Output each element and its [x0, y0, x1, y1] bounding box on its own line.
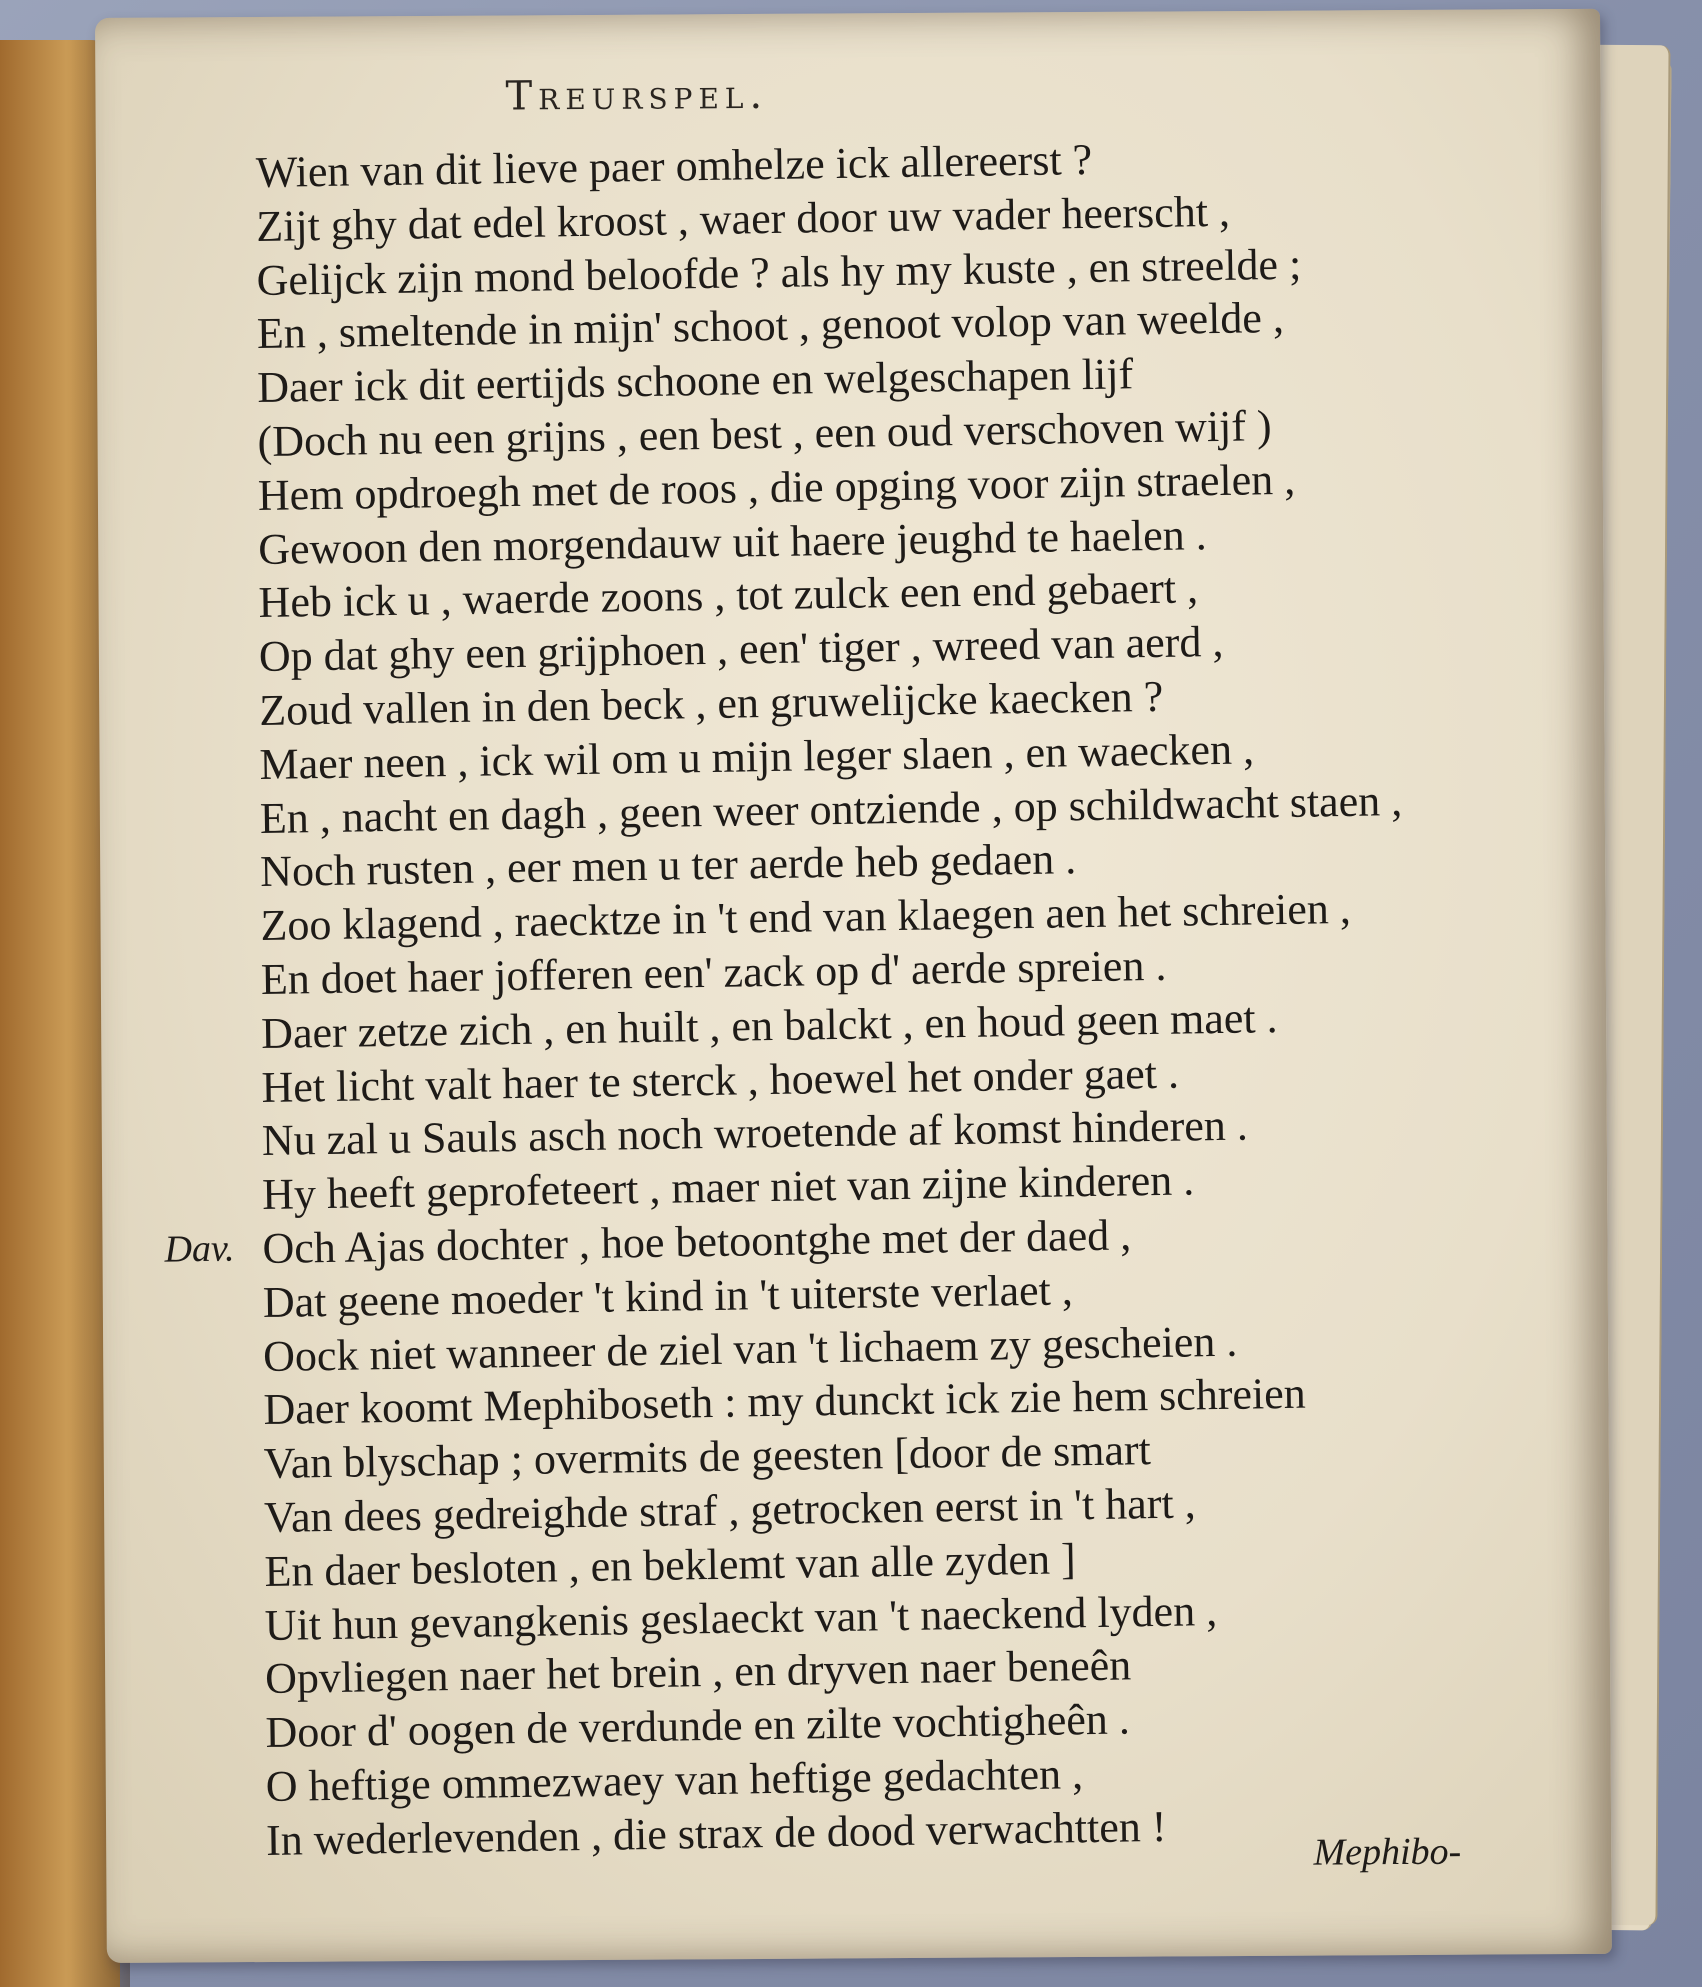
verse-text: Hem opdroegh met de roos , die opging voor zijn straelen , [257, 454, 1296, 520]
verse-text: Uit hun gevangkenis geslaeckt van 't naeckend lyden , [264, 1585, 1218, 1650]
verse-text: Och Ajas dochter , hoe betoontghe met der daed , [262, 1210, 1132, 1273]
verse-text: Wien van dit lieve paer omhelze ick allereerst ? [255, 134, 1093, 198]
verse-text: Maer neen , ick wil om u mijn leger slaen , en waecken , [259, 724, 1255, 789]
verse-text: Gelijck zijn mond beloofde ? als hy my kuste , en streelde ; [256, 239, 1302, 305]
verse-text: Van dees gedreighde straf , getrocken eerst in 't hart , [263, 1478, 1196, 1542]
verse-text: Noch rusten , eer men u ter aerde heb gedaen . [259, 834, 1077, 897]
speaker-label: Dav. [164, 1227, 235, 1271]
verse-text: (Doch nu een grijns , een best , een oud verschoven wijf ) [257, 401, 1272, 467]
verse-text: Daer koomt Mephiboseth : my dunckt ick zie hem schreien [263, 1368, 1307, 1435]
verse-text: Daer zetze zich , en huilt , en balckt , en houd geen maet . [260, 992, 1278, 1058]
verse-text: En daer besloten , en beklemt van alle zyden ] [264, 1534, 1077, 1596]
verse-text: Opvliegen naer het brein , en dryven naer beneên [264, 1640, 1132, 1704]
verse-text: Zoo klagend , raecktze in 't end van klaegen aen het schreien , [260, 884, 1352, 951]
verse-text: En , smeltende in mijn' schoot , genoot volop van weelde , [256, 293, 1285, 359]
running-header: Treurspel. [505, 71, 769, 120]
verse-text: Dat geene moeder 't kind in 't uiterste verlaet , [262, 1265, 1074, 1327]
verse-text: Oock niet wanneer de ziel van 't lichaem zy gescheien . [262, 1316, 1238, 1381]
verse-text: Daer ick dit eertijds schoone en welgeschapen lijf [256, 349, 1134, 413]
verse-text: In wederlevenden , die strax de dood verwachtten ! [265, 1801, 1167, 1865]
verse-text: Gewoon den morgendauw uit haere jeughd te haelen . [257, 509, 1208, 574]
verse-text: Heb ick u , waerde zoons , tot zulck een end gebaert , [258, 563, 1199, 628]
verse-text: En , nacht en dagh , geen weer ontziende , op schildwacht staen , [259, 775, 1403, 843]
book-page [95, 9, 1612, 1963]
verse-text: Op dat ghy een grijphoen , een' tiger , wreed van aerd , [258, 617, 1224, 682]
verse-text: Zoud vallen in den beck , en gruwelijcke kaecken ? [258, 671, 1164, 736]
verse-text: Door d' oogen de verdunde en zilte vochtigheên . [265, 1694, 1131, 1758]
catchword: Mephibo- [1313, 1830, 1462, 1874]
verse-text: En doet haer jofferen een' zack op d' aerde spreien . [260, 940, 1167, 1004]
verse-text: Hy heeft geprofeteert , maer niet van zijne kinderen . [261, 1155, 1195, 1220]
verse-text: Het licht valt haer te sterck , hoewel het onder gaet . [261, 1048, 1180, 1112]
verse-block [156, 134, 1486, 1870]
verse-text: O heftige ommezwaey van heftige gedachten , [265, 1749, 1084, 1811]
verse-text: Nu zal u Sauls asch noch wroetende af komst hinderen . [261, 1100, 1249, 1166]
verse-text: Zijt ghy dat edel kroost , waer door uw vader heerscht , [255, 186, 1231, 251]
verse-text: Van blyschap ; overmits de geesten [door de smart [263, 1425, 1152, 1489]
